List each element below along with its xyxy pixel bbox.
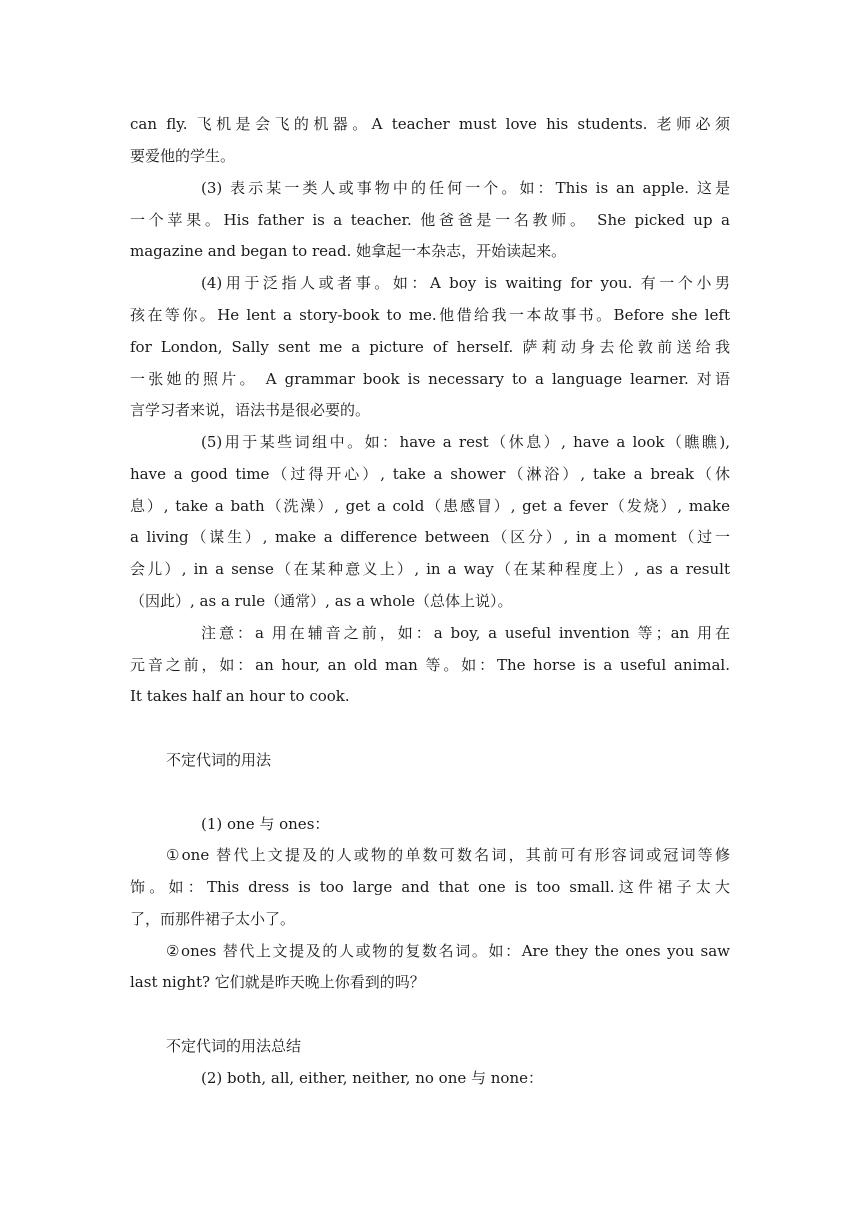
text-line: can fly. 飞机是会飞的机器。A teacher must love his students. 老师必须 — [130, 115, 730, 133]
text-line: 饰。如：This dress is too large and that one is too small.这件裙子太大 — [130, 878, 730, 896]
text-line: (1) one 与 ones： — [201, 815, 330, 833]
text-line: 言学习者来说，语法书是很必要的。 — [130, 401, 371, 419]
text-line: (4)用于泛指人或者事。如：A boy is waiting for you. 有一个小男 — [201, 274, 730, 292]
section-heading: 不定代词的用法 — [166, 751, 272, 769]
text-line: It takes half an hour to cook. — [130, 687, 350, 705]
text-line: 一个苹果。His father is a teacher. 他爸爸是一名教师。 She picked up a — [130, 211, 730, 229]
text-line: 会儿）, in a sense（在某种意义上）, in a way（在某种程度上）, as a result — [130, 560, 730, 578]
text-line: ①one 替代上文提及的人或物的单数可数名词，其前可有形容词或冠词等修 — [166, 846, 730, 864]
text-line: 一张她的照片。 A grammar book is necessary to a language learner. 对语 — [130, 370, 730, 388]
text-line: have a good time（过得开心）, take a shower（淋浴）, take a break（休 — [130, 465, 730, 483]
text-line: ②ones 替代上文提及的人或物的复数名词。如：Are they the ones you saw — [166, 942, 730, 960]
text-line: magazine and began to read. 她拿起一本杂志，开始读起来。 — [130, 242, 567, 260]
text-line: 息）, take a bath（洗澡）, get a cold（患感冒）, get a fever（发烧）, make — [130, 497, 730, 515]
text-line: 孩在等你。He lent a story-book to me.他借给我一本故事书。Before she left — [130, 306, 730, 324]
text-line: 元音之前，如：an hour, an old man 等。如：The horse is a useful animal. — [130, 656, 730, 674]
text-line: (3) 表示某一类人或事物中的任何一个。如：This is an apple. 这是 — [201, 179, 730, 197]
text-line: (2) both, all, either, neither, no one 与 none： — [201, 1069, 543, 1087]
text-line: for London, Sally sent me a picture of herself. 萨莉动身去伦敦前送给我 — [130, 338, 730, 356]
text-line: 要爱他的学生。 — [130, 147, 236, 165]
section-heading: 不定代词的用法总结 — [166, 1037, 302, 1055]
text-line: (5)用于某些词组中。如：have a rest（休息）, have a look（瞧瞧), — [201, 433, 730, 451]
text-line: 注意：a 用在辅音之前，如：a boy, a useful invention 等；an 用在 — [201, 624, 730, 642]
text-line: last night? 它们就是昨天晚上你看到的吗？ — [130, 973, 425, 991]
text-line: 了，而那件裙子太小了。 — [130, 910, 296, 928]
text-line: （因此）, as a rule（通常）, as a whole（总体上说）。 — [130, 592, 513, 610]
text-line: a living（谋生）, make a difference between（区分）, in a moment（过一 — [130, 528, 730, 546]
